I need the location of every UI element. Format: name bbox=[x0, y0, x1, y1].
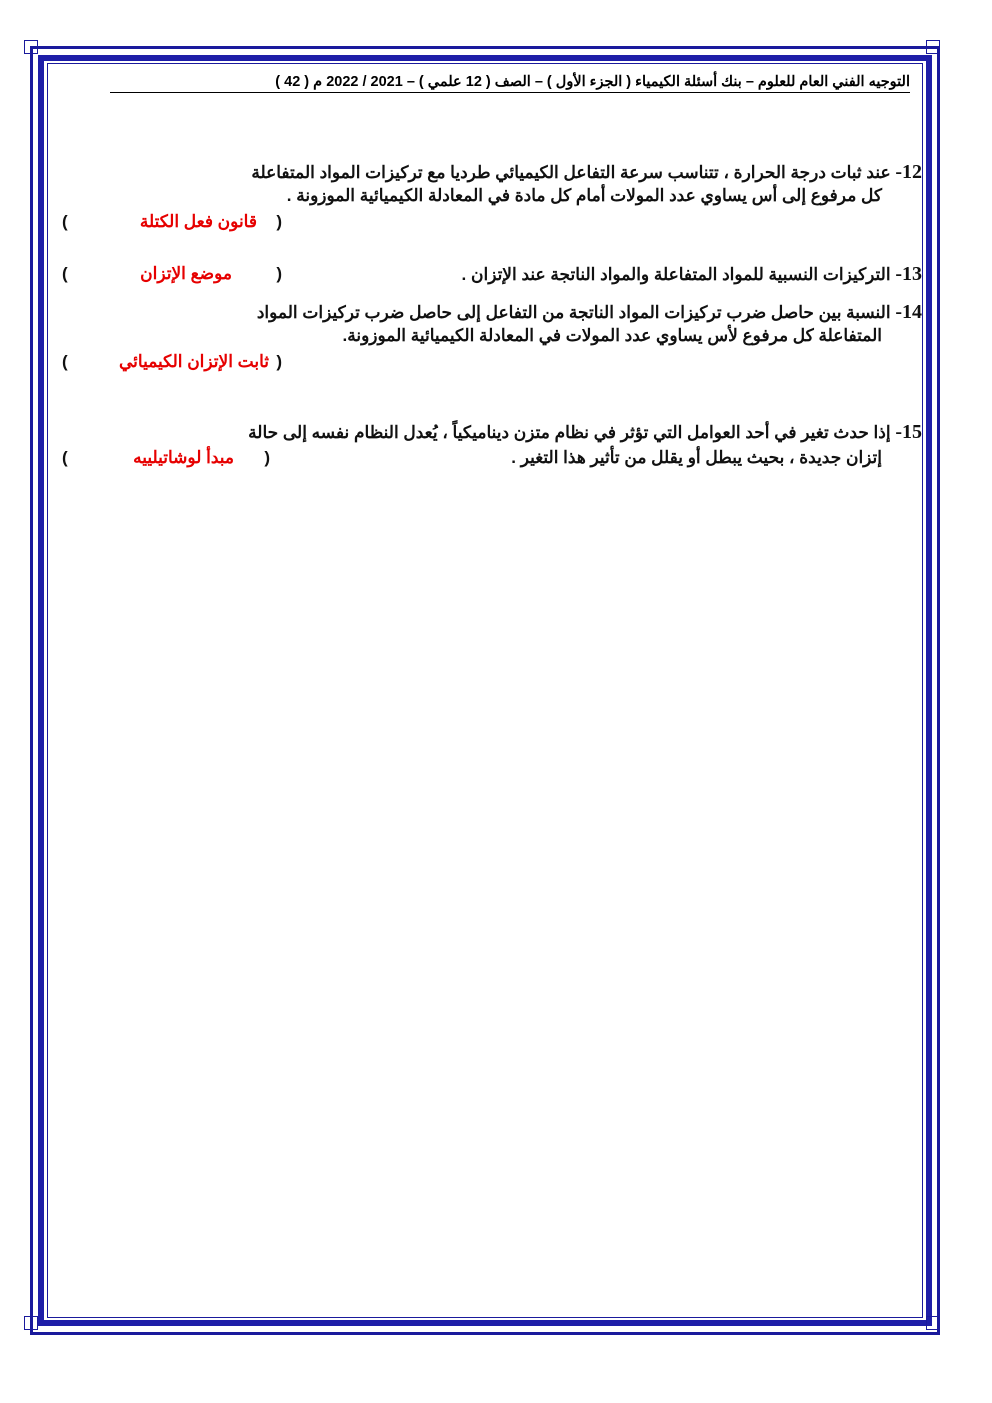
answer-open-paren: ( bbox=[276, 264, 282, 283]
question-12 bbox=[58, 160, 922, 260]
answer-open-paren: ( bbox=[276, 212, 282, 231]
answer-text: ثابت الإتزان الكيميائي bbox=[119, 352, 269, 371]
question-text: التركيزات النسبية للمواد المتفاعلة والمواد الناتجة عند الإتزان . bbox=[461, 265, 891, 284]
question-14 bbox=[58, 300, 922, 418]
question-15 bbox=[58, 418, 922, 478]
question-line bbox=[58, 418, 922, 446]
answer-row bbox=[58, 352, 922, 378]
question-line bbox=[58, 184, 922, 208]
question-number: 12- bbox=[895, 161, 922, 183]
answer-text: قانون فعل الكتلة bbox=[139, 212, 257, 231]
answer-text: موضع الإتزان bbox=[140, 264, 232, 283]
question-text: النسبة بين حاصل ضرب تركيزات المواد الناتجة من التفاعل إلى حاصل ضرب تركيزات المواد bbox=[256, 303, 891, 322]
question-line bbox=[58, 300, 922, 324]
question-list bbox=[58, 160, 922, 478]
question-number: 14- bbox=[895, 301, 922, 323]
answer-close-paren: ) bbox=[62, 264, 68, 283]
border-corner-ornament bbox=[24, 1316, 38, 1330]
page-header: التوجيه الفني العام للعلوم – بنك أسئلة الكيمياء ( الجزء الأول ) – الصف ( 12 علمي ) – 2021 / 2022 م ( 42 ) bbox=[110, 73, 910, 93]
answer-text: مبدأ لوشاتيلييه bbox=[133, 448, 234, 467]
border-corner-ornament bbox=[926, 40, 940, 54]
question-text: عند ثبات درجة الحرارة ، تتناسب سرعة التفاعل الكيميائي طرديا مع تركيزات المواد المتفاعلة bbox=[251, 163, 891, 182]
question-line bbox=[58, 324, 922, 348]
question-13 bbox=[58, 260, 922, 300]
question-text: كل مرفوع إلى أس يساوي عدد المولات أمام كل مادة في المعادلة الكيميائية الموزونة . bbox=[286, 186, 882, 205]
answer-open-paren: ( bbox=[276, 352, 282, 371]
answer-close-paren: ) bbox=[62, 352, 68, 371]
question-line bbox=[58, 160, 922, 184]
question-text: إذا حدث تغير في أحد العوامل التي تؤثر في نظام متزن ديناميكياً ، يُعدل النظام نفسه إلى حالة bbox=[248, 423, 891, 442]
border-corner-ornament bbox=[24, 40, 38, 54]
border-corner-ornament bbox=[926, 1316, 940, 1330]
question-line bbox=[58, 260, 922, 288]
question-number: 13- bbox=[895, 263, 922, 285]
question-text: إتزان جديدة ، بحيث يبطل أو يقلل من تأثير هذا التغير . bbox=[511, 448, 882, 467]
question-number: 15- bbox=[895, 421, 922, 443]
answer-close-paren: ) bbox=[62, 212, 68, 231]
answer-close-paren: ) bbox=[62, 448, 68, 467]
question-text: المتفاعلة كل مرفوع لأس يساوي عدد المولات في المعادلة الكيميائية الموزونة. bbox=[342, 326, 882, 345]
answer-row bbox=[58, 212, 922, 238]
answer-open-paren: ( bbox=[264, 448, 270, 467]
question-line bbox=[58, 446, 922, 470]
